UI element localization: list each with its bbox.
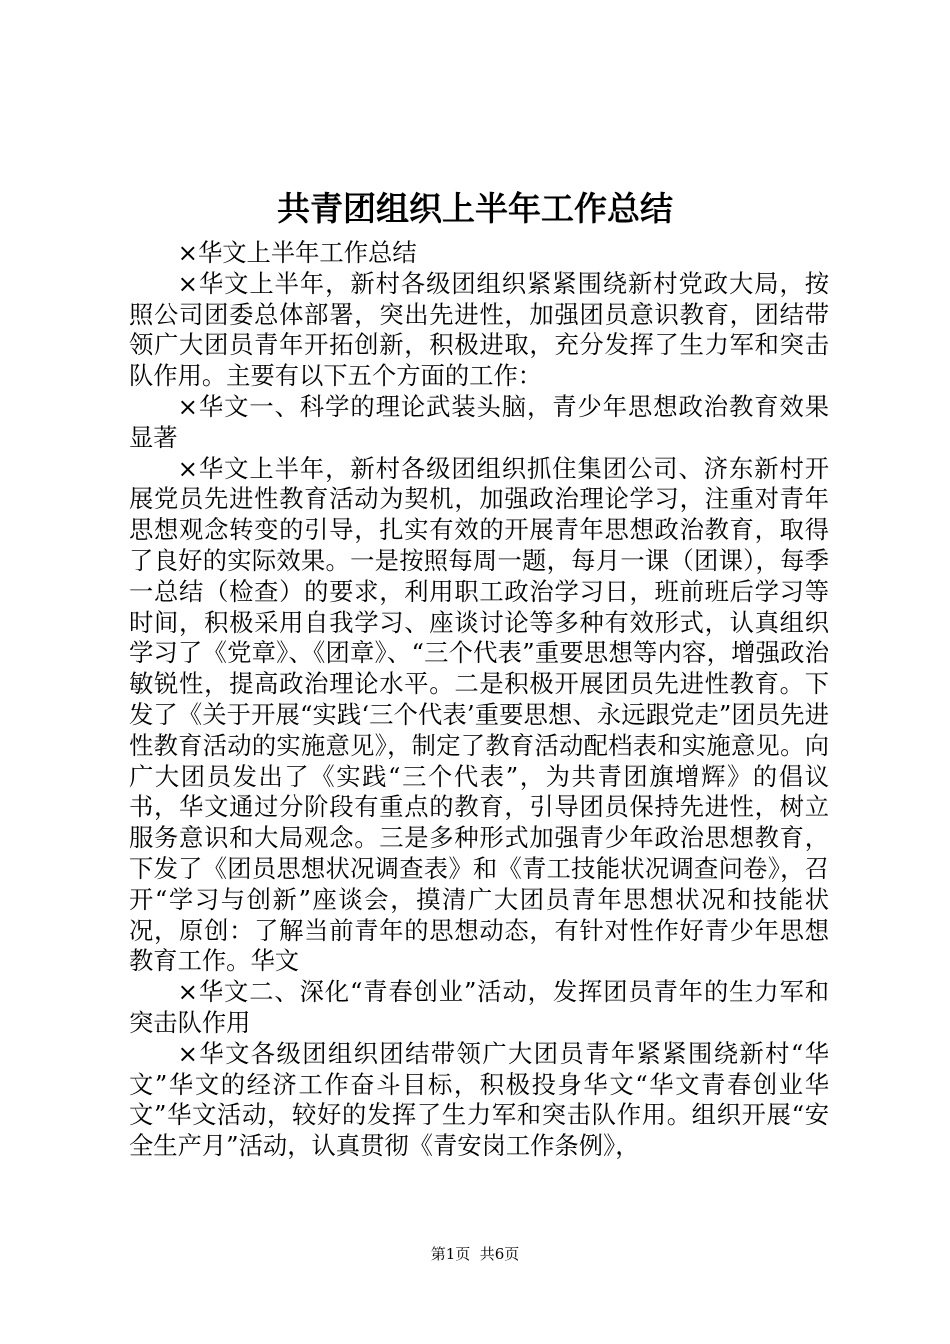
paragraph-subtitle: ×华文上半年工作总结 — [177, 238, 417, 267]
document-title: 共青团组织上半年工作总结 — [277, 189, 673, 228]
paragraph-section-1: ×华文上半年，新村各级团组织抓住集团公司、济东新村开展党员先进性教育活动为契机，加强政治理论学习，注重对青年思想观念转变的引导，扎实有效的开展青年思想政治教育，取得了良好的实际效果。一是按照每周一题，每月一课（团课），每季一总结（检查）的要求，利用职工政治学习日，班前班后学习等时间，积极采用自我学习、座谈讨论等多种有效形式，认真组织学习了《党章》、《团章》、“三个代表”重要思想等内容，增强政治敏锐性，提高政治理论水平。二是积极开展团员先进性教育。下发了《关于开展“实践‘三个代表’重要思想、永远跟党走”团员先进性教育活动的实施意见》，制定了教育活动配档表和实施意见。向广大团员发出了《实践“三个代表”，为共青团旗增辉》的倡议书，华文通过分阶段有重点的教育，引导团员保持先进性，树立服务意识和大局观念。三是多种形式加强青少年政治思想教育，下发了《团员思想状况调查表》和《青工技能状况调查问卷》，召开“学习与创新”座谈会，摸清广大团员青年思想状况和技能状况，原创：了解当前青年的思想动态，有针对性作好青少年思想教育工作。华文 — [129, 453, 829, 976]
section-heading-2: ×华文二、深化“青春创业”活动，发挥团员青年的生力军和突击队作用 — [129, 977, 829, 1037]
page-number: 第1页 共6页 — [430, 1245, 520, 1263]
section-heading-1: ×华文一、科学的理论武装头脑，青少年思想政治教育效果显著 — [129, 391, 829, 452]
page-footer — [0, 1244, 950, 1264]
paragraph-intro: ×华文上半年，新村各级团组织紧紧围绕新村党政大局，按照公司团委总体部署，突出先进性，加强团员意识教育，团结带领广大团员青年开拓创新，积极进取，充分发挥了生力军和突击队作用。主要有以下五个方面的工作： — [129, 268, 829, 391]
document-body — [129, 238, 829, 1162]
paragraph-section-2: ×华文各级团组织团结带领广大团员青年紧紧围绕新村“华文”华文的经济工作奋斗目标，积极投身华文“华文青春创业华文”华文活动，较好的发挥了生力军和突击队作用。组织开展“安全生产月”活动，认真贯彻《青安岗工作条例》， — [129, 1038, 829, 1161]
